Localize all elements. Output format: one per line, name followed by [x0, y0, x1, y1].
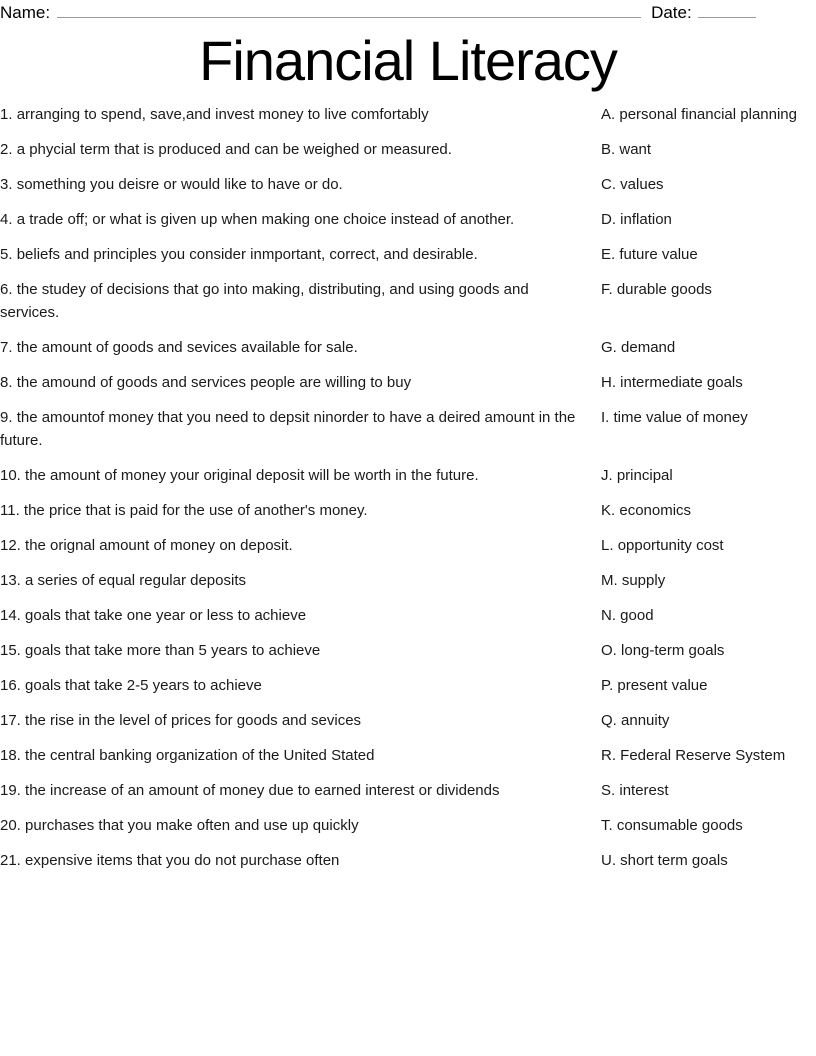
answer-letter: C.: [601, 175, 616, 193]
matching-row: [0, 243, 816, 266]
question-definition: [0, 779, 601, 802]
question-number: 3.: [0, 175, 13, 193]
question-number: 13.: [0, 571, 21, 589]
answer-letter: G.: [601, 338, 617, 356]
answer-text: demand: [621, 338, 676, 356]
question-number: 6.: [0, 280, 13, 298]
question-number: 16.: [0, 676, 21, 694]
answer-term: [601, 849, 816, 872]
name-label: Name:: [0, 3, 51, 22]
answer-letter: P.: [601, 676, 614, 694]
question-number: 1.: [0, 105, 13, 123]
answer-text: intermediate goals: [620, 373, 743, 391]
question-definition: [0, 208, 601, 231]
answer-term: [601, 744, 816, 767]
question-definition: [0, 464, 601, 487]
page-title: Financial Literacy: [199, 29, 617, 92]
matching-row: [0, 674, 816, 697]
matching-row: [0, 173, 816, 196]
question-text: goals that take more than 5 years to achieve: [25, 641, 321, 659]
answer-text: short term goals: [620, 851, 728, 869]
answer-term: [601, 779, 816, 802]
answer-letter: I.: [601, 408, 610, 426]
answer-letter: F.: [601, 280, 613, 298]
answer-text: long-term goals: [621, 641, 725, 659]
answer-term: [601, 709, 816, 732]
question-text: purchases that you make often and use up quickly: [25, 816, 359, 834]
answer-text: durable goods: [616, 280, 712, 298]
answer-term: [601, 336, 816, 359]
matching-row: [0, 138, 816, 161]
question-text: expensive items that you do not purchase often: [25, 851, 340, 869]
worksheet-header: [0, 0, 816, 23]
question-text: arranging to spend, save,and invest money to live comfortably: [16, 105, 429, 123]
question-text: the amount of money your original deposit will be worth in the future.: [25, 466, 479, 484]
matching-row: [0, 464, 816, 487]
question-number: 18.: [0, 746, 21, 764]
question-number: 7.: [0, 338, 13, 356]
matching-row: [0, 499, 816, 522]
answer-letter: E.: [601, 245, 616, 263]
answer-letter: R.: [601, 746, 616, 764]
matching-row: [0, 371, 816, 394]
answer-term: [601, 103, 816, 126]
question-definition: [0, 674, 601, 697]
answer-text: future value: [619, 245, 698, 263]
question-text: goals that take 2-5 years to achieve: [25, 676, 262, 694]
question-text: a series of equal regular deposits: [25, 571, 246, 589]
answer-text: supply: [621, 571, 666, 589]
answer-text: annuity: [621, 711, 670, 729]
question-definition: [0, 604, 601, 627]
question-definition: [0, 499, 601, 522]
answer-text: values: [620, 175, 664, 193]
question-definition: [0, 744, 601, 767]
question-text: the price that is paid for the use of another's money.: [23, 501, 368, 519]
question-definition: [0, 639, 601, 662]
answer-text: interest: [619, 781, 669, 799]
matching-row: [0, 604, 816, 627]
question-definition: [0, 849, 601, 872]
question-number: 19.: [0, 781, 21, 799]
matching-row: [0, 709, 816, 732]
matching-list: [0, 103, 816, 872]
question-definition: [0, 709, 601, 732]
answer-term: [601, 464, 816, 487]
answer-text: Federal Reserve System: [620, 746, 786, 764]
answer-term: [601, 569, 816, 592]
answer-letter: D.: [601, 210, 616, 228]
answer-letter: N.: [601, 606, 616, 624]
matching-row: [0, 208, 816, 231]
name-input-line[interactable]: [57, 4, 641, 18]
question-text: the central banking organization of the United Stated: [25, 746, 375, 764]
question-definition: [0, 243, 601, 266]
answer-letter: L.: [601, 536, 614, 554]
question-number: 8.: [0, 373, 13, 391]
question-text: something you deisre or would like to have or do.: [16, 175, 343, 193]
question-definition: [0, 278, 601, 324]
question-number: 9.: [0, 408, 13, 426]
question-definition: [0, 406, 601, 452]
matching-row: [0, 103, 816, 126]
matching-row: [0, 744, 816, 767]
question-text: the orignal amount of money on deposit.: [25, 536, 293, 554]
question-definition: [0, 534, 601, 557]
answer-term: [601, 814, 816, 837]
question-text: a trade off; or what is given up when making one choice instead of another.: [16, 210, 515, 228]
matching-row: [0, 278, 816, 324]
question-number: 11.: [0, 501, 20, 519]
answer-term: [601, 499, 816, 522]
answer-term: [601, 674, 816, 697]
answer-term: [601, 278, 816, 301]
date-label: Date:: [651, 3, 692, 22]
question-text: the amountof money that you need to depsit ninorder to have a deired amount in the future.: [0, 408, 576, 449]
answer-term: [601, 534, 816, 557]
answer-text: consumable goods: [616, 816, 743, 834]
matching-row: [0, 814, 816, 837]
answer-text: opportunity cost: [617, 536, 724, 554]
answer-term: [601, 604, 816, 627]
answer-letter: Q.: [601, 711, 617, 729]
question-definition: [0, 371, 601, 394]
question-text: the rise in the level of prices for goods and sevices: [25, 711, 362, 729]
matching-row: [0, 569, 816, 592]
answer-text: time value of money: [613, 408, 748, 426]
answer-text: personal financial planning: [619, 105, 797, 123]
question-number: 17.: [0, 711, 21, 729]
matching-row: [0, 534, 816, 557]
answer-text: economics: [619, 501, 692, 519]
matching-row: [0, 336, 816, 359]
date-input-line[interactable]: [698, 4, 756, 18]
question-text: goals that take one year or less to achieve: [25, 606, 307, 624]
question-text: the amount of goods and sevices available for sale.: [16, 338, 358, 356]
question-number: 5.: [0, 245, 13, 263]
question-number: 21.: [0, 851, 21, 869]
answer-text: good: [620, 606, 654, 624]
question-definition: [0, 814, 601, 837]
answer-letter: B.: [601, 140, 616, 158]
question-definition: [0, 103, 601, 126]
question-number: 10.: [0, 466, 21, 484]
answer-text: principal: [616, 466, 673, 484]
answer-letter: H.: [601, 373, 616, 391]
answer-text: inflation: [620, 210, 672, 228]
question-text: the studey of decisions that go into making, distributing, and using goods and services.: [0, 280, 529, 321]
answer-term: [601, 371, 816, 394]
question-number: 12.: [0, 536, 21, 554]
answer-term: [601, 639, 816, 662]
question-definition: [0, 138, 601, 161]
question-definition: [0, 173, 601, 196]
question-number: 4.: [0, 210, 13, 228]
question-text: the amound of goods and services people are willing to buy: [16, 373, 412, 391]
question-number: 2.: [0, 140, 13, 158]
question-text: a phycial term that is produced and can be weighed or measured.: [16, 140, 452, 158]
question-number: 15.: [0, 641, 21, 659]
answer-letter: S.: [601, 781, 616, 799]
question-definition: [0, 336, 601, 359]
answer-text: present value: [617, 676, 708, 694]
answer-letter: A.: [601, 105, 616, 123]
question-number: 14.: [0, 606, 21, 624]
matching-row: [0, 849, 816, 872]
answer-term: [601, 173, 816, 196]
question-text: the increase of an amount of money due to earned interest or dividends: [25, 781, 500, 799]
answer-letter: J.: [601, 466, 613, 484]
answer-letter: M.: [601, 571, 618, 589]
answer-letter: T.: [601, 816, 613, 834]
answer-term: [601, 243, 816, 266]
question-text: beliefs and principles you consider inmportant, correct, and desirable.: [16, 245, 478, 263]
answer-text: want: [619, 140, 652, 158]
answer-term: [601, 138, 816, 161]
answer-term: [601, 406, 816, 429]
answer-letter: U.: [601, 851, 616, 869]
question-number: 20.: [0, 816, 21, 834]
answer-letter: K.: [601, 501, 616, 519]
matching-row: [0, 779, 816, 802]
answer-term: [601, 208, 816, 231]
matching-row: [0, 406, 816, 452]
matching-row: [0, 639, 816, 662]
question-definition: [0, 569, 601, 592]
answer-letter: O.: [601, 641, 617, 659]
